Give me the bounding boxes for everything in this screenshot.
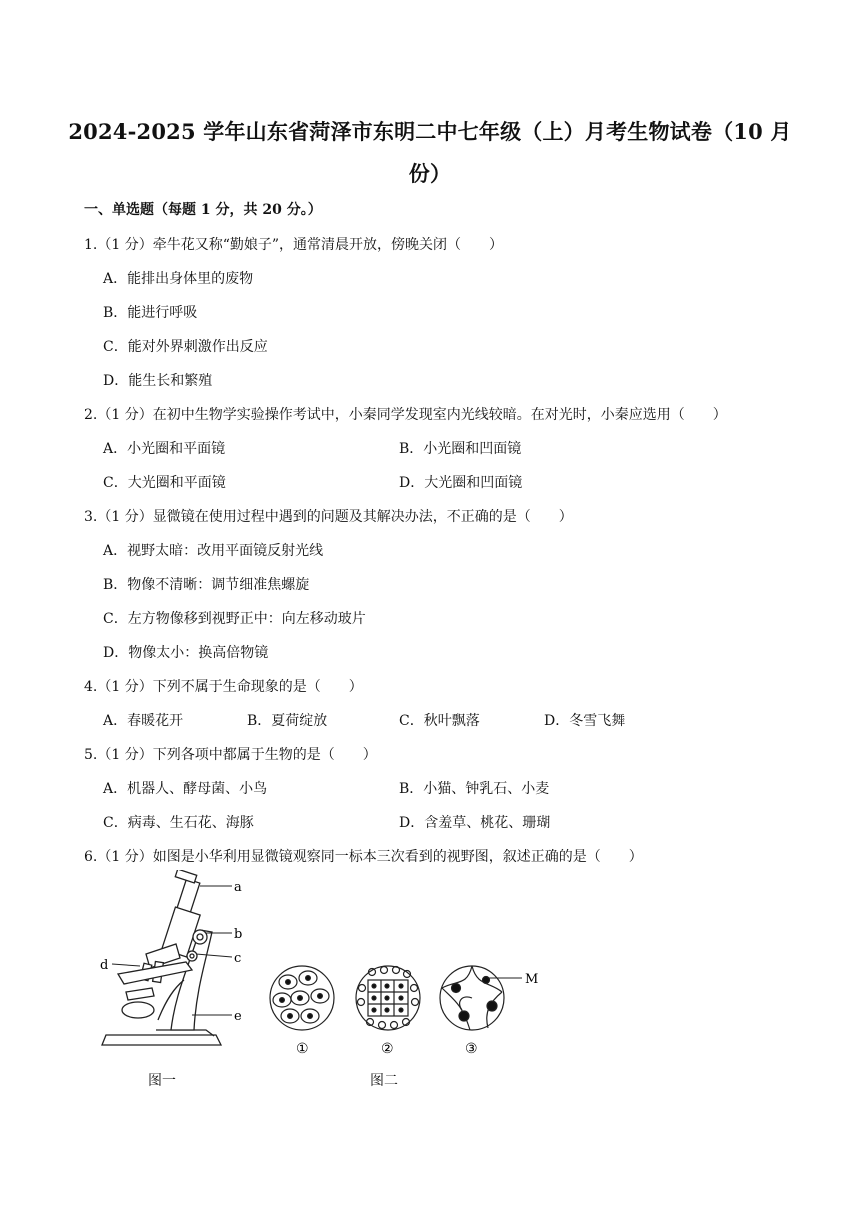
question-4-option-d: D．冬雪飞舞 [544,713,626,729]
question-2-option-a: A．小光圈和平面镜 [103,441,226,457]
label-c: c [234,951,242,966]
label-e: e [234,1009,242,1024]
figure-1-caption: 图一 [148,1073,176,1089]
field-of-view-figure [262,958,552,1058]
question-3-option-b: B．物像不清晰：调节细准焦螺旋 [103,577,310,593]
question-6-stem: 6.（1 分）如图是小华利用显微镜观察同一标本三次看到的视野图，叙述正确的是（ ） [84,849,643,865]
figure-2-caption: 图二 [370,1073,398,1089]
exam-title-line2: 份） [408,161,452,186]
question-5-stem: 5.（1 分）下列各项中都属于生物的是（ ） [84,747,377,763]
view-2-label: ② [381,1041,394,1057]
question-4-stem: 4.（1 分）下列不属于生命现象的是（ ） [84,679,363,695]
question-5-option-c: C．病毒、生石花、海豚 [103,815,254,831]
question-2-option-b: B．小光圈和凹面镜 [399,441,522,457]
view-3-label: ③ [465,1041,478,1057]
question-1-option-a: A．能排出身体里的废物 [103,271,254,287]
question-3-option-d: D．物像太小：换高倍物镜 [103,645,269,661]
label-d: d [100,958,109,973]
question-4-option-b: B．夏荷绽放 [247,713,328,729]
view-1-label: ① [296,1041,309,1057]
label-m: M [525,972,539,987]
question-1-option-d: D．能生长和繁殖 [103,373,213,389]
question-5-option-b: B．小猫、钟乳石、小麦 [399,781,550,797]
exam-title-line1: 2024-2025 学年山东省菏泽市东明二中七年级（上）月考生物试卷（10 月 [68,119,792,144]
question-4-option-c: C．秋叶飘落 [399,713,480,729]
question-2-option-c: C．大光圈和平面镜 [103,475,226,491]
question-2-option-d: D．大光圈和凹面镜 [399,475,523,491]
label-a: a [234,880,242,895]
section-heading: 一、单选题（每题 1 分，共 20 分。） [84,202,322,218]
question-5-option-d: D．含羞草、桃花、珊瑚 [399,815,551,831]
question-4-option-a: A．春暖花开 [103,713,184,729]
question-1-option-b: B．能进行呼吸 [103,305,198,321]
question-3-option-c: C．左方物像移到视野正中：向左移动玻片 [103,611,366,627]
question-5-option-a: A．机器人、酵母菌、小鸟 [103,781,268,797]
question-1-stem: 1.（1 分）牵牛花又称“勤娘子”，通常清晨开放，傍晚关闭（ ） [84,237,504,253]
microscope-figure [96,870,256,1060]
question-1-option-c: C．能对外界刺激作出反应 [103,339,268,355]
question-3-option-a: A．视野太暗：改用平面镜反射光线 [103,543,324,559]
question-2-stem: 2.（1 分）在初中生物学实验操作考试中，小秦同学发现室内光线较暗。在对光时，小秦应选用（ ） [84,407,727,423]
label-b: b [234,927,243,942]
question-3-stem: 3.（1 分）显微镜在使用过程中遇到的问题及其解决办法，不正确的是（ ） [84,509,573,525]
